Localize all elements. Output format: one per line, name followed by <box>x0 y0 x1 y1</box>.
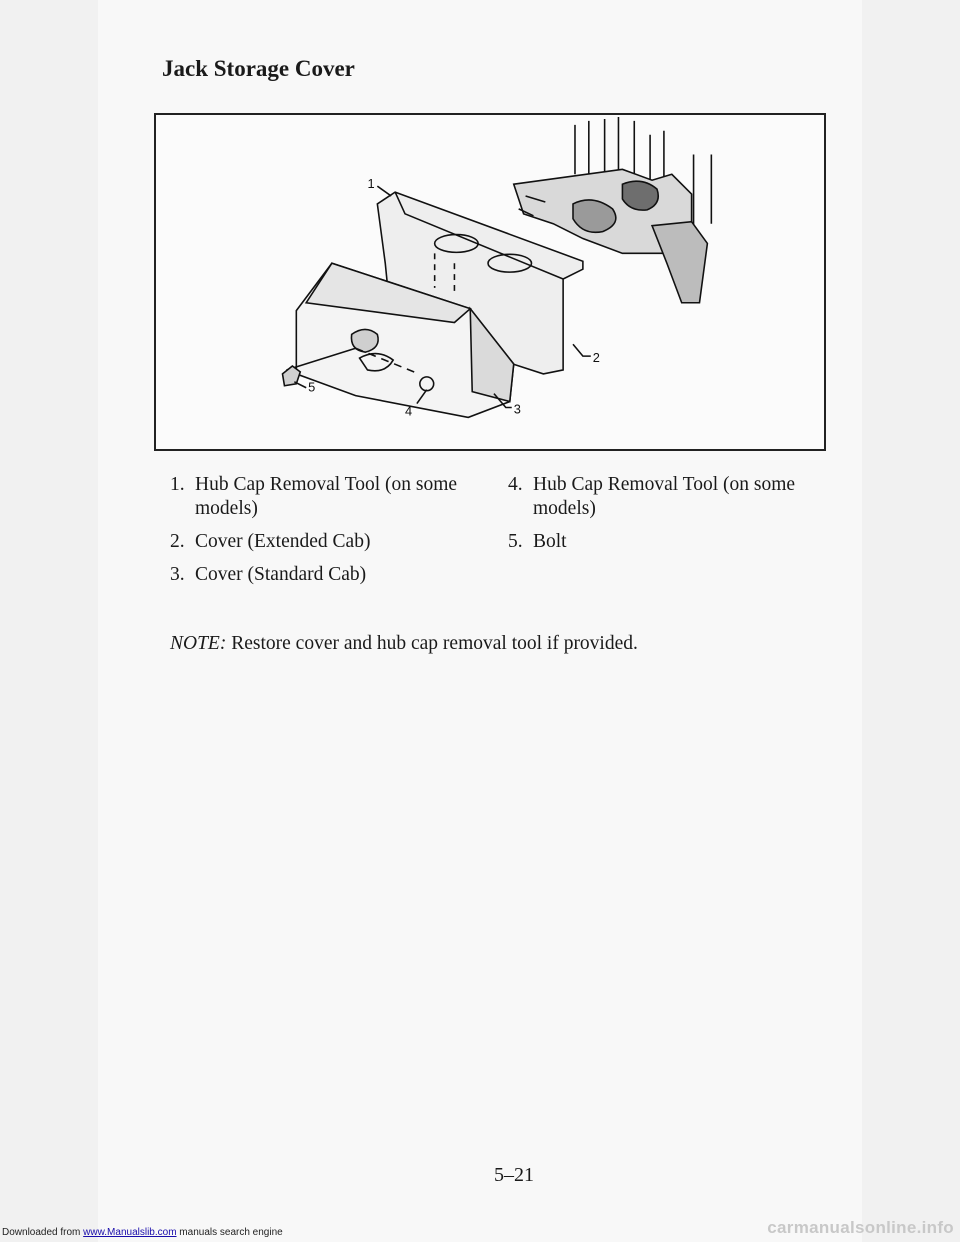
legend-item <box>508 530 838 554</box>
legend-text: Bolt <box>533 531 567 552</box>
footer-suffix: manuals search engine <box>176 1227 283 1238</box>
note-text: Restore cover and hub cap removal tool if provided. <box>226 633 638 654</box>
legend-column-right <box>508 473 838 563</box>
jack-storage-cover-illustration <box>154 113 826 451</box>
legend-number: 2. <box>170 531 185 552</box>
legend-item <box>508 473 838 521</box>
manualslib-link[interactable]: www.Manualslib.com <box>83 1227 177 1238</box>
legend-text: Hub Cap Removal Tool (on some models) <box>195 474 458 519</box>
page-number: 5–21 <box>494 1164 534 1186</box>
legend-number: 3. <box>170 564 185 585</box>
legend-item <box>170 563 500 587</box>
note-paragraph <box>170 633 638 655</box>
legend-number: 4. <box>508 474 523 495</box>
legend-text: Cover (Extended Cab) <box>195 531 371 552</box>
legend-column-left <box>170 473 500 596</box>
illustration-svg <box>156 115 824 449</box>
legend-item <box>170 473 500 521</box>
callout-4: 4 <box>405 403 413 419</box>
legend-item <box>170 530 500 554</box>
note-label: NOTE: <box>170 633 227 654</box>
legend-text: Hub Cap Removal Tool (on some models) <box>533 474 796 519</box>
legend-number: 5. <box>508 531 523 552</box>
legend-number: 1. <box>170 474 185 495</box>
callout-2: 2 <box>592 350 600 366</box>
page-title: Jack Storage Cover <box>162 56 355 81</box>
legend-text: Cover (Standard Cab) <box>195 564 367 585</box>
callout-5: 5 <box>308 379 316 395</box>
callout-3: 3 <box>513 401 521 417</box>
watermark: carmanualsonline.info <box>767 1218 954 1237</box>
footer-prefix: Downloaded from <box>2 1227 84 1238</box>
download-footer <box>2 1227 283 1238</box>
callout-1: 1 <box>367 176 375 192</box>
